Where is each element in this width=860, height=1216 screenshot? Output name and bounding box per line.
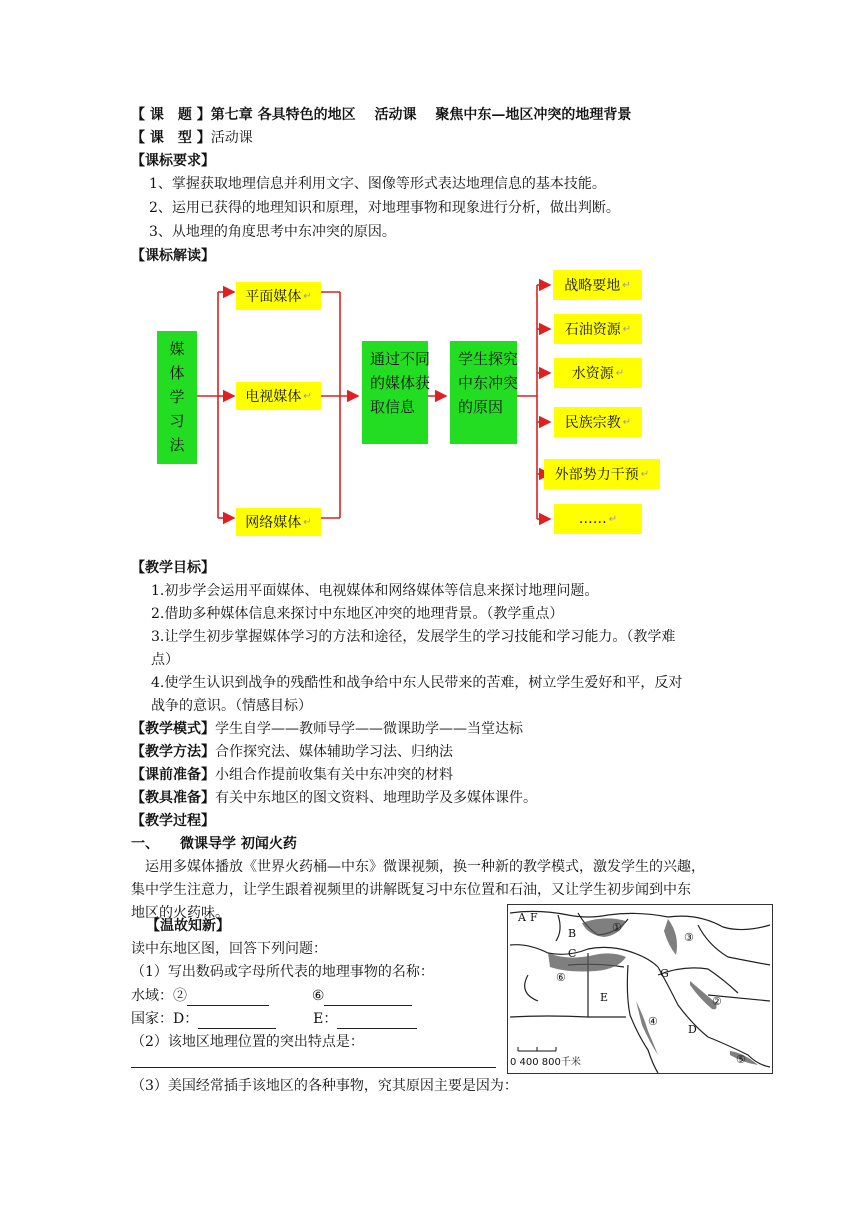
water-label: 水域：② — [131, 988, 187, 1004]
media-learning-method-text: 媒体学习法 — [169, 340, 185, 454]
question-intro: 读中东地区图，回答下列问题： — [131, 941, 327, 957]
process-paragraph-line: 地区的火药味。 — [131, 905, 229, 921]
cause-box: 水资源 ↵ — [554, 358, 642, 388]
process-step-1: 一、 微课导学 初闻火药 — [131, 836, 297, 852]
country-label-e: E： — [313, 1011, 338, 1027]
cause-label: 水资源 — [571, 366, 614, 382]
section-title-interpretation: 【课标解读】 — [131, 248, 215, 264]
cause-label: 民族宗教 — [564, 415, 621, 431]
country-row — [131, 1009, 417, 1029]
review-heading: 【温故知新】 — [146, 918, 230, 934]
cause-box: 石油资源 ↵ — [554, 314, 642, 344]
map-label: ④ — [648, 1015, 658, 1028]
map-label: A — [518, 911, 526, 924]
explore-causes-box — [450, 341, 517, 444]
objective-item: 2.借助多种媒体信息来探讨中东地区冲突的地理背景。（教学重点） — [151, 606, 564, 622]
teaching-mode — [131, 719, 523, 739]
section-title-process: 【教学过程】 — [131, 813, 215, 829]
map-label: E — [600, 991, 609, 1004]
objective-item: 4.使学生认识到战争的残酷性和战争给中东人民带来的苦难，树立学生爱好和平，反对 — [151, 675, 683, 691]
course-text: 第七章 各具特色的地区 活动课 聚焦中东—地区冲突的地理背景 — [210, 107, 632, 123]
course-title — [131, 105, 631, 125]
answer-blank-water-6[interactable] — [324, 991, 412, 1006]
water-row — [131, 986, 412, 1006]
requirement-item: 3、从地理的角度思考中东冲突的原因。 — [149, 224, 396, 240]
cause-label: 石油资源 — [564, 322, 621, 338]
teaching-method — [131, 742, 453, 762]
info-text: 合作探究法、媒体辅助学习法、归纳法 — [215, 744, 453, 760]
flow-diagram — [130, 265, 720, 545]
teaching-aids — [131, 788, 537, 808]
map-label: ③ — [684, 931, 694, 944]
question-2: （2）该地区地理位置的突出特点是： — [131, 1034, 364, 1050]
media-box-print: 平面媒体 ↵ — [236, 282, 321, 310]
media-box-tv: 电视媒体 ↵ — [236, 382, 321, 410]
map-label: C — [568, 947, 577, 960]
map-label: ② — [712, 995, 722, 1008]
info-label: 【教具准备】 — [131, 790, 215, 806]
map-label: G — [660, 967, 669, 980]
map-label: ⑤ — [736, 1053, 746, 1066]
cause-box: 民族宗教 ↵ — [554, 407, 642, 437]
map-scale-text: 0 400 800千米 — [510, 1057, 581, 1068]
answer-blank-country-d[interactable] — [198, 1014, 276, 1029]
info-text: 学生自学——教师导学——微课助学——当堂达标 — [215, 721, 523, 737]
process-paragraph-line: 集中学生注意力，让学生跟着视频里的讲解既复习中东位置和石油，又让学生初步闻到中东 — [131, 882, 691, 898]
question-1: （1）写出数码或字母所代表的地理事物的名称： — [131, 964, 434, 980]
course-type-label: 【 课 型 】 — [131, 130, 211, 146]
objective-item: 3.让学生初步掌握媒体学习的方法和途径，发展学生的学习技能和学习能力。（教学难 — [151, 629, 676, 645]
explore-causes-text: 学生探究中东冲突的原因 — [458, 350, 519, 416]
objective-item: 战争的意识。（情感目标） — [151, 698, 312, 714]
info-label: 【教学模式】 — [131, 721, 215, 737]
obtain-info-box — [362, 341, 431, 444]
requirement-item: 2、运用已获得的地理知识和原理，对地理事物和现象进行分析，做出判断。 — [149, 200, 620, 216]
water-label-6: ⑥ — [311, 988, 325, 1004]
info-label: 【课前准备】 — [131, 767, 215, 783]
map-label: D — [688, 1023, 697, 1036]
media-label: 平面媒体 — [245, 289, 302, 305]
map-label: F — [530, 911, 538, 924]
cause-box: …… ↵ — [554, 504, 642, 534]
map-label: ⑥ — [556, 971, 566, 984]
media-label: 网络媒体 — [245, 515, 302, 531]
media-label: 电视媒体 — [245, 389, 302, 405]
cause-label: …… — [578, 511, 607, 527]
info-text: 小组合作提前收集有关中东冲突的材料 — [215, 767, 453, 783]
question-3: （3）美国经常插手该地区的各种事物，究其原因主要是因为： — [131, 1078, 518, 1094]
course-type — [131, 128, 253, 148]
info-text: 有关中东地区的图文资料、地理助学及多媒体课件。 — [215, 790, 537, 806]
process-paragraph-line: 运用多媒体播放《世界火药桶—中东》微课视频，换一种新的教学模式，激发学生的兴趣， — [131, 859, 705, 875]
map-label: ① — [612, 921, 622, 934]
answer-line-q2[interactable] — [131, 1067, 496, 1068]
cause-label: 外部势力干预 — [554, 467, 639, 483]
course-label: 【 课 题 】 — [131, 107, 211, 123]
media-learning-method-box — [157, 331, 197, 464]
pre-class-prep — [131, 765, 453, 785]
cause-label: 战略要地 — [564, 278, 621, 294]
section-title-objectives: 【教学目标】 — [131, 560, 215, 576]
obtain-info-text: 通过不同的媒体获取信息 — [370, 350, 431, 416]
info-label: 【教学方法】 — [131, 744, 215, 760]
requirement-item: 1、掌握获取地理信息并利用文字、图像等形式表达地理信息的基本技能。 — [149, 176, 606, 192]
cause-box: 外部势力干预 ↵ — [544, 459, 660, 489]
country-label: 国家：D： — [131, 1011, 199, 1027]
cause-box: 战略要地 ↵ — [553, 270, 642, 300]
map-drawing — [508, 905, 772, 1073]
objective-item: 点） — [151, 652, 179, 668]
middle-east-map — [507, 904, 773, 1074]
map-label: B — [568, 927, 577, 940]
course-type-text: 活动课 — [210, 130, 253, 146]
answer-blank-country-e[interactable] — [337, 1014, 417, 1029]
section-title-requirements: 【课标要求】 — [131, 153, 215, 169]
media-box-network: 网络媒体 ↵ — [236, 508, 321, 536]
objective-item: 1.初步学会运用平面媒体、电视媒体和网络媒体等信息来探讨地理问题。 — [151, 583, 599, 599]
answer-blank-water-2[interactable] — [187, 991, 269, 1006]
